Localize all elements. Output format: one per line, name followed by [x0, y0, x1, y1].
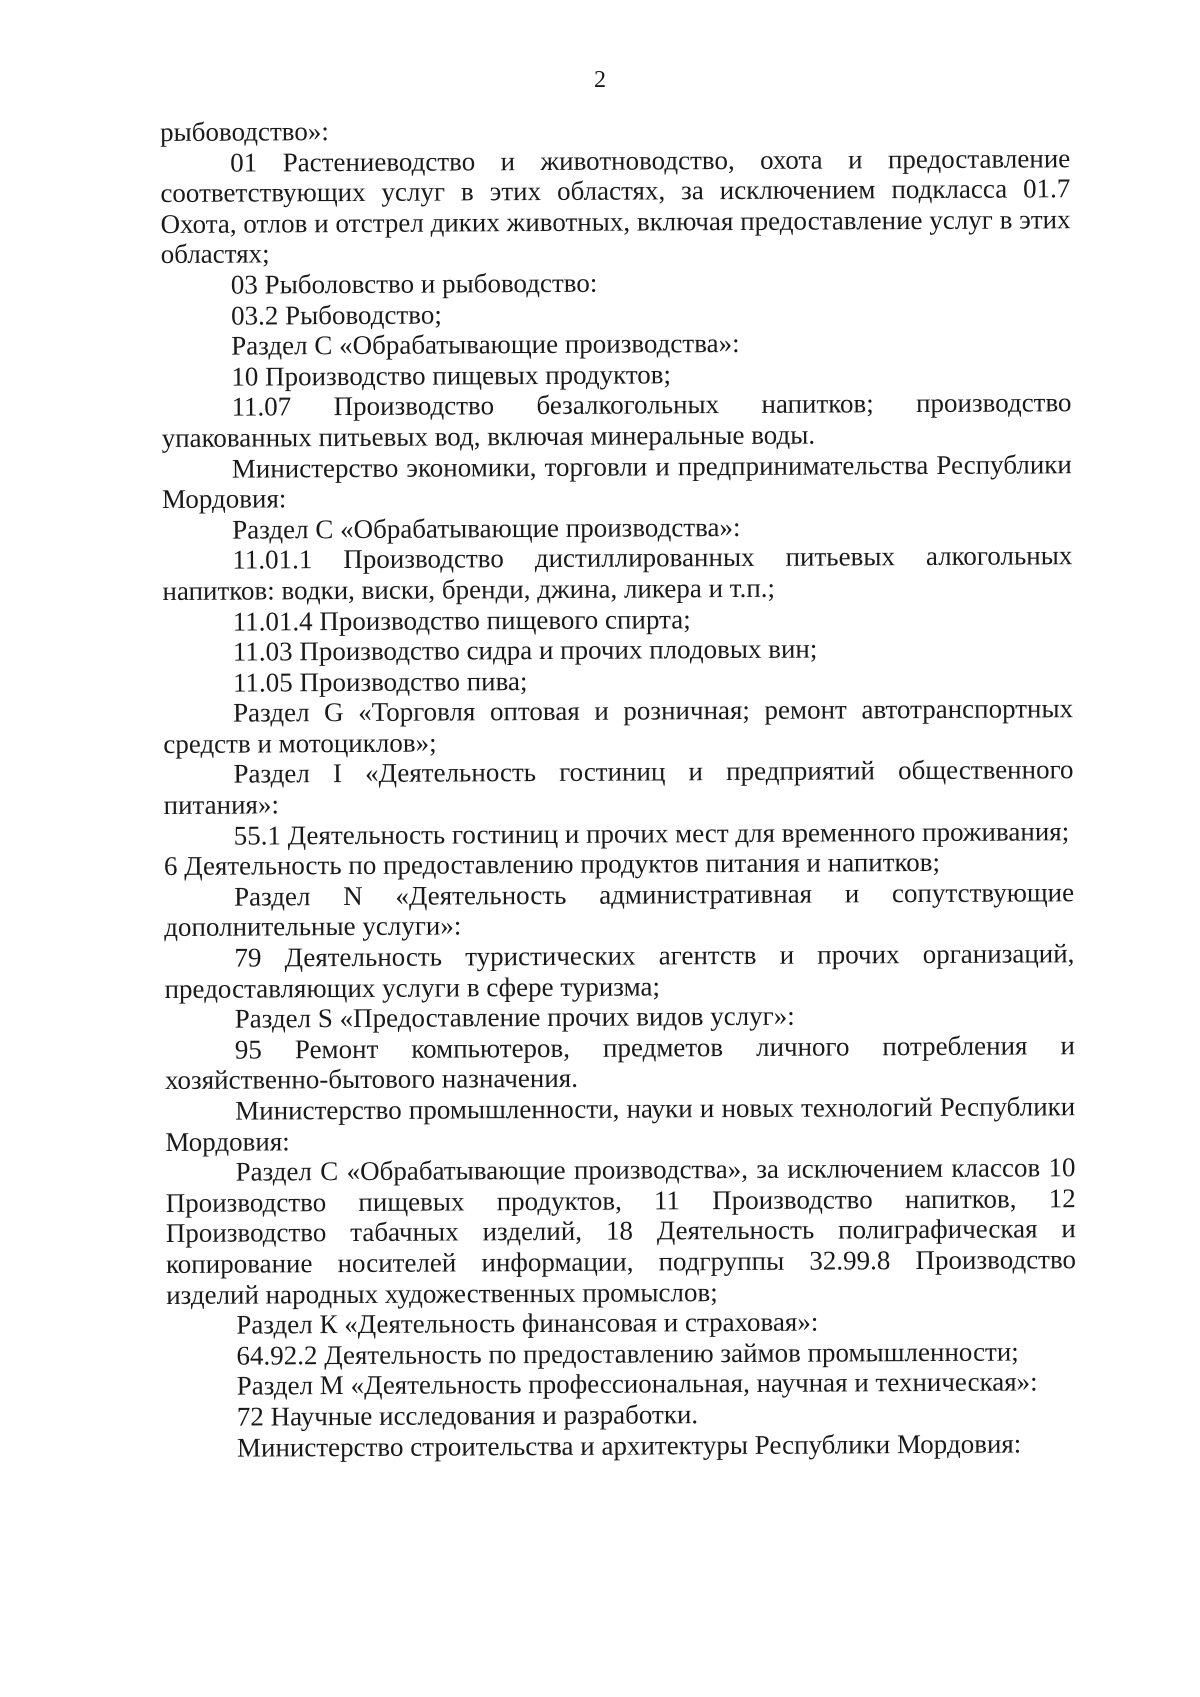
paragraph: Раздел G «Торговля оптовая и розничная; ремонт автотранспортных средств и мотоциклов»;	[163, 693, 1074, 759]
paragraph: 10 Производство пищевых продуктов;	[231, 359, 672, 392]
paragraph: 72 Научные исследования и разработки.	[236, 1399, 699, 1432]
paragraph: Раздел М «Деятельность профессиональная, научная и техническая»:	[236, 1366, 1038, 1401]
document-body	[160, 112, 1077, 1463]
page-number: 2	[594, 67, 606, 93]
paragraph: Раздел С «Обрабатывающие производства», за исключением классов 10 Производство пищевых продуктов, 11 Производство напитков, 12 Производство табачных изделий, 18 Деятельность полиграфическая и копирование носителей информации, подгруппы 32.99.8 Производство изделий народных художественных промыслов;	[165, 1152, 1077, 1310]
paragraph: Министерство экономики, торговли и предпринимательства Республики Мордовия:	[161, 448, 1072, 515]
paragraph: Раздел N «Деятельность административная и сопутствующие дополнительные услуги»:	[164, 877, 1075, 943]
paragraph: рыбоводство»:	[160, 116, 329, 147]
paragraph: Раздел I «Деятельность гостиниц и предприятий общественного питания»:	[163, 754, 1074, 821]
paragraph: 55.1 Деятельность гостиниц и прочих мест для временного проживания;	[233, 815, 1070, 851]
paragraph: 11.01.1 Производство дистиллированных питьевых алкогольных напитков: водки, виски, бренди, джина, ликера и т.п.;	[162, 540, 1073, 606]
paragraph: 6 Деятельность по предоставлению продуктов питания и напитков;	[163, 847, 941, 882]
paragraph: 01 Растениеводство и животноводство, охота и предоставление соответствующих услуг в этих областях, за исключением подкласса 01.7 Охота, отлов и отстрел диких животных, включая предоставление услуг в этих областях;	[160, 142, 1071, 270]
paragraph: Раздел S «Предоставление прочих видов услуг»:	[234, 1000, 795, 1034]
paragraph: Министерство строительства и архитектуры Республики Мордовия:	[236, 1428, 1022, 1463]
paragraph: 79 Деятельность туристических агентств и прочих организаций, предоставляющих услуги в сфере туризма;	[164, 938, 1075, 1004]
paragraph: Министерство промышленности, науки и новых технологий Республики Мордовия:	[165, 1091, 1076, 1157]
paragraph: 11.07 Производство безалкогольных напитков; производство упакованных питьевых вод, включая минеральные воды.	[161, 387, 1072, 453]
paragraph: 03 Рыболовство и рыбоводство:	[230, 267, 598, 300]
paragraph: 11.03 Производство сидра и прочих плодовых вин;	[232, 633, 818, 667]
paragraph: Раздел К «Деятельность финансовая и страховая»:	[236, 1306, 819, 1340]
paragraph: 95 Ремонт компьютеров, предметов личного потребления и хозяйственно-бытового назначения.	[164, 1030, 1075, 1096]
paragraph: Раздел С «Обрабатывающие производства»:	[232, 511, 741, 545]
paragraph: 11.01.4 Производство пищевого спирта;	[232, 603, 691, 637]
paragraph: 64.92.2 Деятельность по предоставлению займов промышленности;	[236, 1336, 1019, 1371]
paragraph: 03.2 Рыбоводство;	[230, 299, 442, 331]
paragraph: Раздел С «Обрабатывающие производства»:	[231, 328, 740, 361]
paragraph: 11.05 Производство пива;	[232, 665, 528, 698]
